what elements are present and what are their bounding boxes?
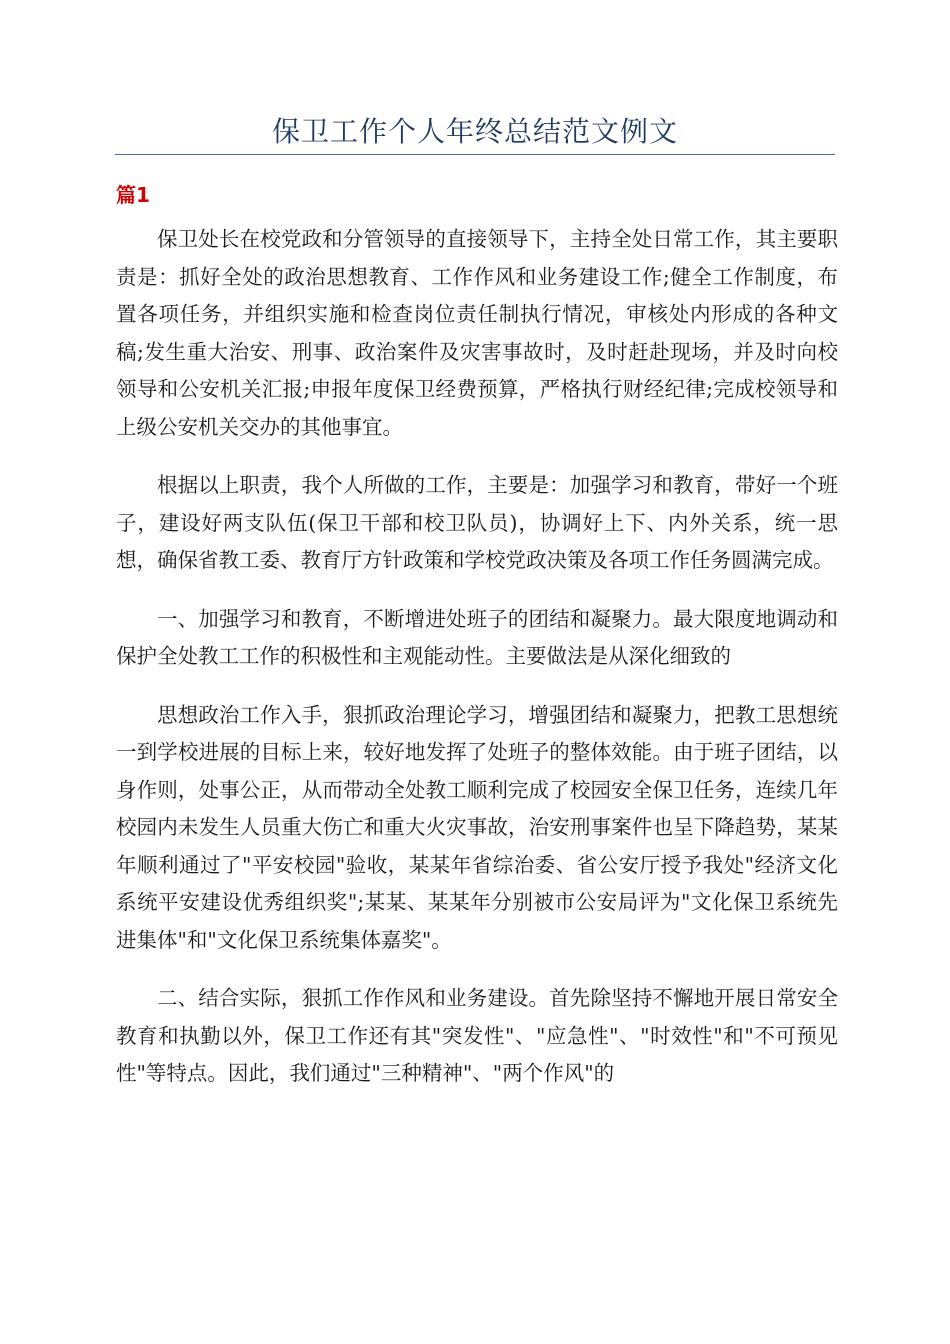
paragraph-point-one-continued: 思想政治工作入手，狠抓政治理论学习，增强团结和凝聚力，把教工思想统一到学校进展的目标上来，较好地发挥了处班子的整体效能。由于班子团结，以身作则，处事公正，从而带动全处教工顺利完成了校园安全保卫任务，连续几年校园内未发生人员重大伤亡和重大火灾事故，治安刑事案件也呈下降趋势，某某年顺利通过了"平安校园"验收，某某年省综治委、省公安厅授予我处"经济文化系统平安建设优秀组织奖";某某、某某年分别被市公安局评为"文化保卫系统先进集体"和"文化保卫系统集体嘉奖"。	[116, 702, 838, 952]
body-text	[116, 221, 838, 1114]
paragraph-work-summary: 根据以上职责，我个人所做的工作，主要是：加强学习和教育，带好一个班子，建设好两支队伍(保卫干部和校卫队员)，协调好上下、内外关系，统一思想，确保省教工委、教育厅方针政策和学校党政决策及各项工作任务圆满完成。	[116, 473, 838, 572]
paragraph-duties: 保卫处长在校党政和分管领导的直接领导下，主持全处日常工作，其主要职责是：抓好全处的政治思想教育、工作作风和业务建设工作;健全工作制度，布置各项任务，并组织实施和检查岗位责任制执行情况，审核处内形成的各种文稿;发生重大治安、刑事、政治案件及灾害事故时，及时赶赴现场，并及时向校领导和公安机关汇报;申报年度保卫经费预算，严格执行财经纪律;完成校领导和上级公安机关交办的其他事宜。	[116, 227, 838, 439]
section-heading: 篇1	[116, 183, 150, 207]
paragraph-point-one: 一、加强学习和教育，不断增进处班子的团结和凝聚力。最大限度地调动和保护全处教工工作的积极性和主观能动性。主要做法是从深化细致的	[116, 606, 838, 668]
paragraph-point-two: 二、结合实际，狠抓工作作风和业务建设。首先除坚持不懈地开展日常安全教育和执勤以外，保卫工作还有其"突发性"、"应急性"、"时效性"和"不可预见性"等特点。因此，我们通过"三种精神"、"两个作风"的	[116, 986, 838, 1085]
title-underline	[115, 154, 835, 155]
document-title: 保卫工作个人年终总结范文例文	[271, 115, 678, 148]
